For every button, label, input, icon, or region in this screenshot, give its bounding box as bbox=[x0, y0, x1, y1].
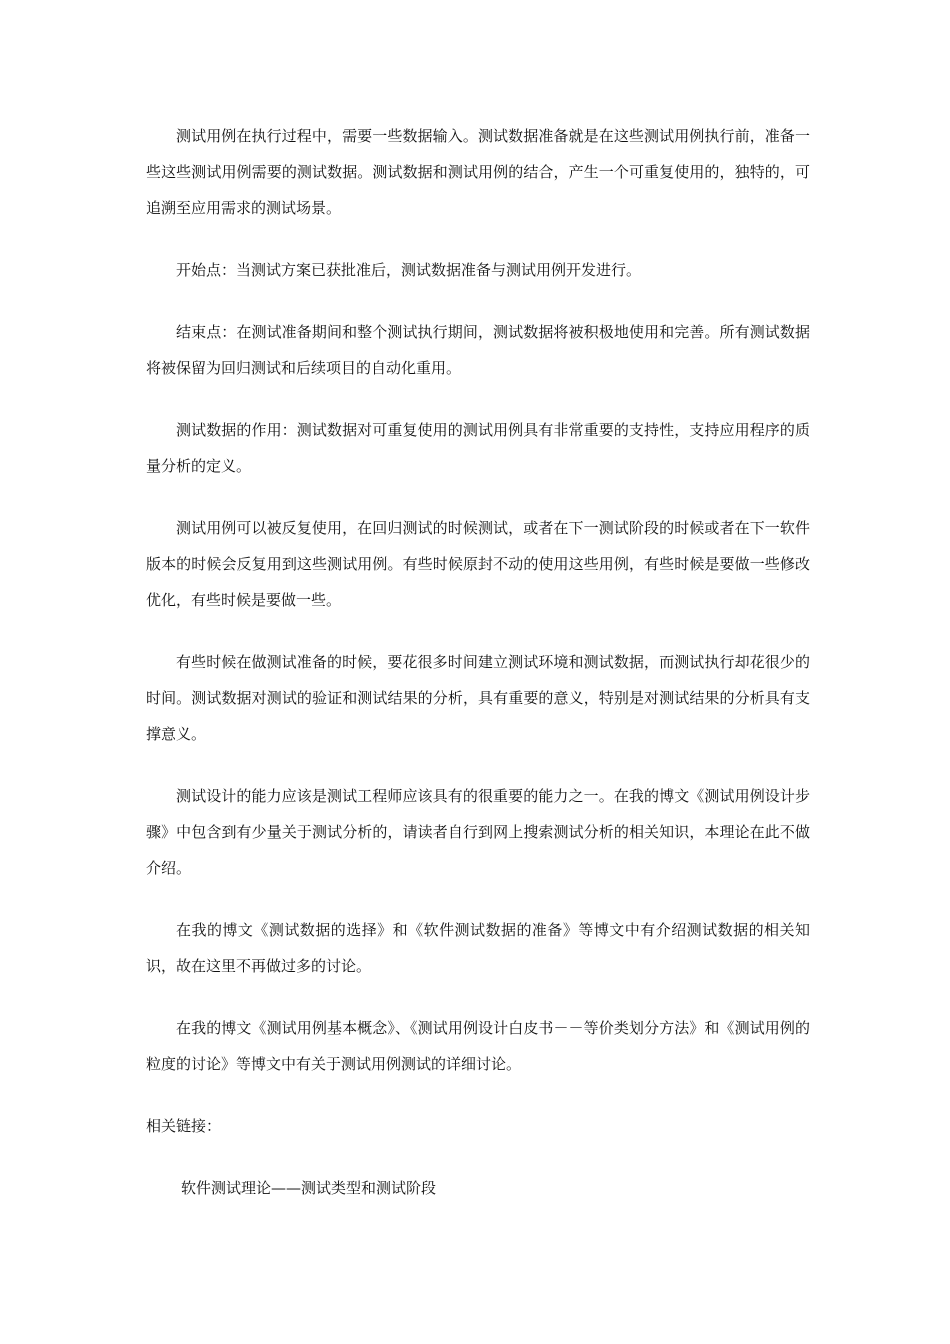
paragraph-end-point: 结束点：在测试准备期间和整个测试执行期间，测试数据将被积极地使用和完善。所有测试数据将被保留为回归测试和后续项目的自动化重用。 bbox=[146, 323, 810, 377]
paragraph-case-posts: 在我的博文《测试用例基本概念》、《测试用例设计白皮书－－等价类划分方法》和《测试用例的粒度的讨论》等博文中有关于测试用例测试的详细讨论。 bbox=[146, 1019, 810, 1073]
paragraph-design-ability: 测试设计的能力应该是测试工程师应该具有的很重要的能力之一。在我的博文《测试用例设计步骤》中包含到有少量关于测试分析的，请读者自行到网上搜索测试分析的相关知识，本理论在此不做介绍。 bbox=[146, 787, 810, 877]
paragraph-start-point: 开始点：当测试方案已获批准后，测试数据准备与测试用例开发进行。 bbox=[176, 261, 642, 279]
paragraph-data-posts: 在我的博文《测试数据的选择》和《软件测试数据的准备》等博文中有介绍测试数据的相关知识，故在这里不再做过多的讨论。 bbox=[146, 921, 810, 975]
related-links-label: 相关链接： bbox=[146, 1117, 222, 1135]
paragraph-reuse: 测试用例可以被反复使用，在回归测试的时候测试，或者在下一测试阶段的时候或者在下一软件版本的时候会反复用到这些测试用例。有些时候原封不动的使用这些用例，有些时候是要做一些修改优化，有些时候是要做一些。 bbox=[146, 519, 810, 609]
paragraph-preparation-time: 有些时候在做测试准备的时候，要花很多时间建立测试环境和测试数据，而测试执行却花很少的时间。测试数据对测试的验证和测试结果的分析，具有重要的意义，特别是对测试结果的分析具有支撑意义。 bbox=[146, 653, 810, 743]
document-body bbox=[146, 118, 810, 1206]
related-link-test-types[interactable]: 软件测试理论——测试类型和测试阶段 bbox=[181, 1179, 437, 1197]
paragraph-test-data-role: 测试数据的作用：测试数据对可重复使用的测试用例具有非常重要的支持性，支持应用程序的质量分析的定义。 bbox=[146, 421, 810, 475]
paragraph-test-data-intro: 测试用例在执行过程中，需要一些数据输入。测试数据准备就是在这些测试用例执行前，准备一些这些测试用例需要的测试数据。测试数据和测试用例的结合，产生一个可重复使用的，独特的，可追溯至应用需求的测试场景。 bbox=[146, 127, 810, 217]
